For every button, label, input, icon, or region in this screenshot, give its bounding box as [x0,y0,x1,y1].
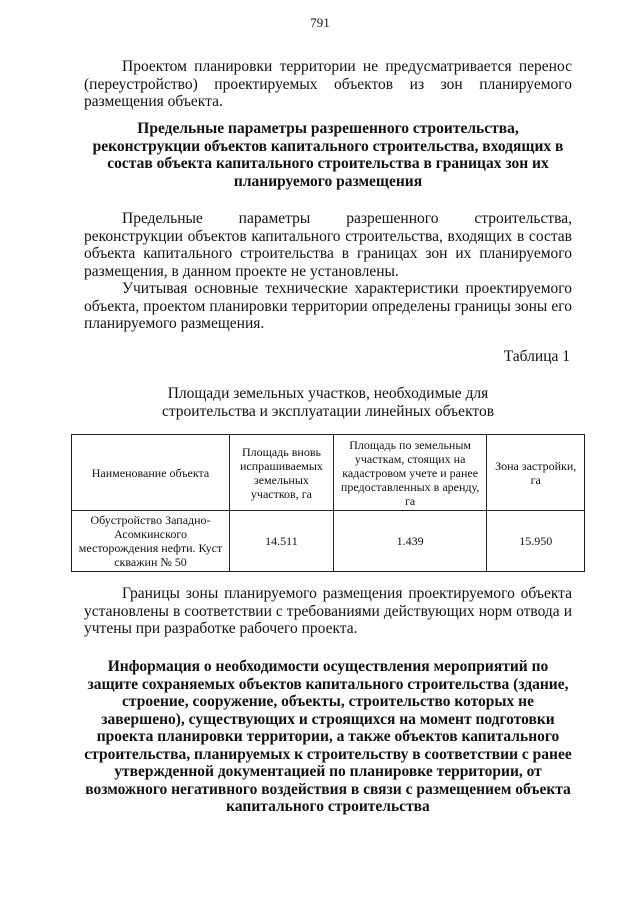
intro-paragraph: Проектом планировки территории не предусматривается перенос (переустройство) проектируемых объектов из зон планируемого размещения объекта. [84,58,572,110]
section1-heading: Предельные параметры разрешенного строительства, реконструкции объектов капитального строительства, входящих в состав объекта капитального строительства в границах зон их планируемого размещения [92,120,564,190]
cell-new-area: 14.511 [230,511,334,572]
table-caption-line-1: Площади земельных участков, необходимые для [167,385,489,402]
table-caption [84,385,572,421]
land-area-table [71,434,585,572]
table-row [72,511,585,572]
after-table-paragraph: Границы зоны планируемого размещения проектируемого объекта установлены в соответствии с требованиями действующих норм отвода и учтены при разработке рабочего проекта. [84,585,572,637]
section1-paragraph-1: Предельные параметры разрешенного строительства, реконструкции объектов капитального строительства, входящих в состав объекта капитального строительства в границах зон их планируемого размещения, в данном проекте не установлены. [84,210,572,280]
table-header-row [72,435,585,511]
section1-paragraph-2: Учитывая основные технические характеристики проектируемого объекта, проектом планировки территории определены границы зоны его планируемого размещения. [84,280,572,332]
table-caption-line-2: строительства и эксплуатации линейных объектов [161,403,495,420]
header-cadastral-area: Площадь по земельным участкам, стоящих на кадастровом учете и ранее предоставленных в аренду, га [333,435,487,511]
cell-object-name: Обустройство Западно-Асомкинского месторождения нефти. Куст скважин № 50 [72,511,230,572]
cell-zone: 15.950 [487,511,585,572]
page-number: 791 [310,15,330,30]
table-label: Таблица 1 [503,348,570,365]
header-object-name: Наименование объекта [72,435,230,511]
cell-cadastral-area: 1.439 [333,511,487,572]
section2-heading: Информация о необходимости осуществления мероприятий по защите сохраняемых объектов капитального строительства (здание, строение, сооружение, объекты, строительство которых не завершено), существующих и строящихся на момент подготовки проекта планировки территории, а также объектов капитального строительства, планируемых к строительству в соответствии с ранее утвержденной документацией по планировке территории, от возможного негативного воздействия в связи с размещением объекта капитального строительства [84,658,572,815]
header-zone: Зона застройки, га [487,435,585,511]
header-new-area: Площадь вновь испрашиваемых земельных участков, га [230,435,334,511]
